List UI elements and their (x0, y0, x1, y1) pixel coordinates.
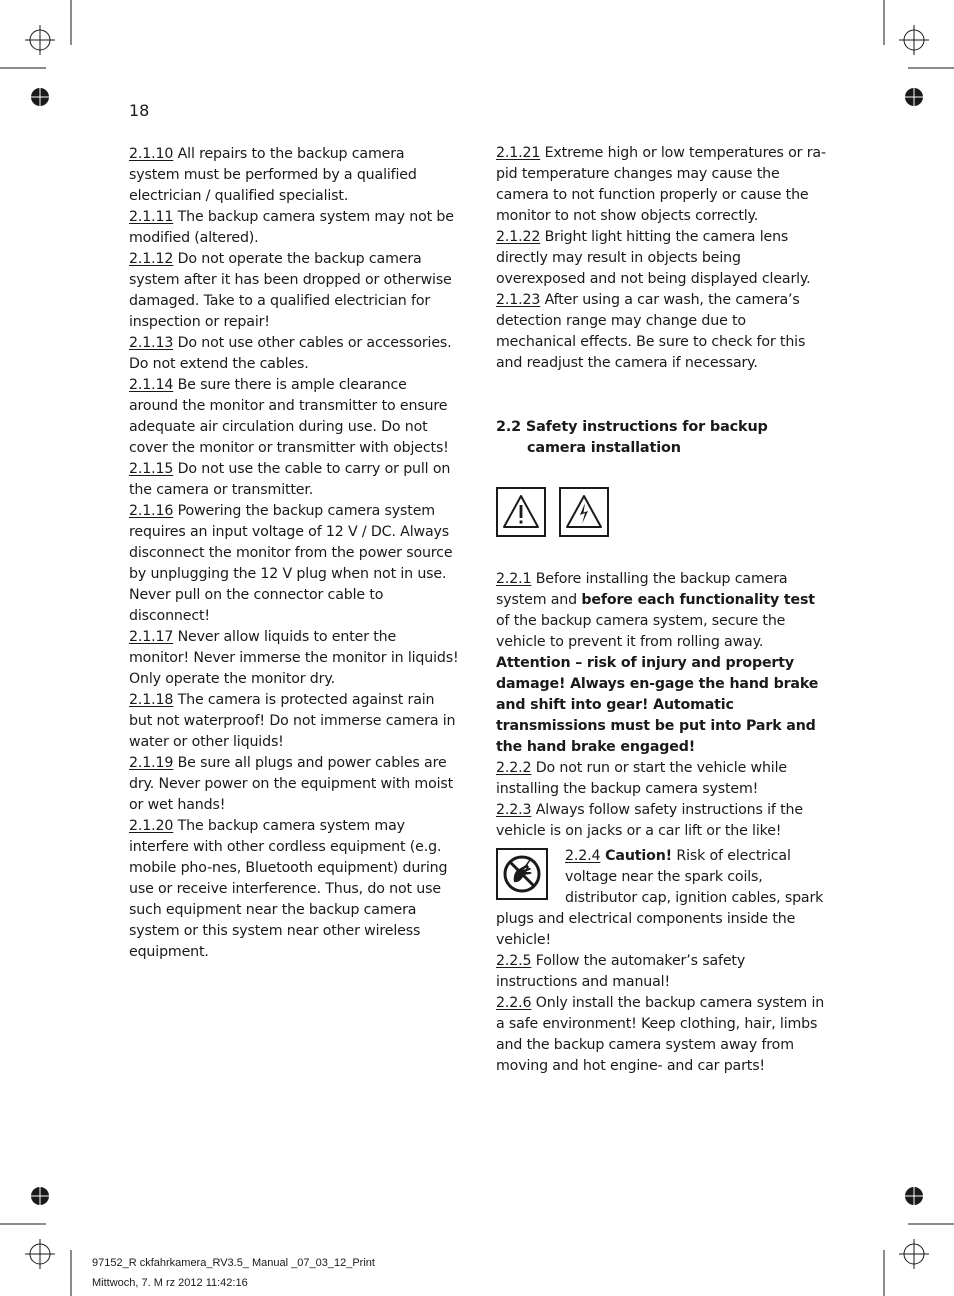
list-item: 2.2.5 Follow the automaker’s safety instructions and manual! (496, 953, 746, 990)
warning-icons (496, 487, 826, 537)
list-item: 2.1.12 Do not operate the backup camera system after it has been dropped or otherwise damaged. Take to a qualified electrician for inspection or repair! (129, 251, 452, 330)
list-item: 2.2.6 Only install the backup camera system in a safe environment! Keep clothing, hair, limbs and the backup camera system away from moving and hot engine- and car parts! (496, 995, 825, 1074)
list-item: 2.1.22 Bright light hitting the camera lens directly may result in objects being overexposed and not being displayed clearly. (496, 229, 811, 287)
page-number: 18 (129, 101, 150, 120)
right-column (496, 143, 826, 1077)
list-item: 2.2.1 Before installing the backup camera system and before each functionality test of the backup camera system, secure the vehicle to prevent it from rolling away. Attention – risk of injury and property damage! Always en-gage the hand brake and shift into gear! Automatic transmissions must be put into Park and the hand brake engaged! (496, 571, 819, 755)
list-item: 2.1.15 Do not use the cable to carry or pull on the camera or transmitter. (129, 461, 451, 498)
list-item: 2.1.17 Never allow liquids to enter the monitor! Never immerse the monitor in liquids! Only operate the monitor dry. (129, 629, 459, 687)
footer-line-2: Mittwoch, 7. M rz 2012 11:42:16 (92, 1277, 248, 1289)
list-item: 2.2.3 Always follow safety instructions if the vehicle is on jacks or a car lift or the like! (496, 802, 803, 839)
list-item: 2.1.13 Do not use other cables or accessories. Do not extend the cables. (129, 335, 452, 372)
list-item: 2.1.23 After using a car wash, the camera’s detection range may change due to mechanical effects. Be sure to check for this and readjust the camera if necessary. (496, 292, 806, 371)
list-item: 2.1.20 The backup camera system may interfere with other cordless equipment (e.g. mobile pho-nes, Bluetooth equipment) during use or receive interference. Thus, do not use such equipment near the backup camera system or this system near other wireless equipment. (129, 818, 448, 960)
warning-triangle-exclamation-icon (496, 487, 546, 537)
list-item: 2.1.21 Extreme high or low temperatures or ra-pid temperature changes may cause the camera to not function properly or cause the monitor to not show objects correctly. (496, 145, 826, 224)
list-item: 2.2.2 Do not run or start the vehicle while installing the backup camera system! (496, 760, 787, 797)
warning-triangle-electric-icon (559, 487, 609, 537)
no-touch-electric-icon (496, 848, 548, 900)
list-item: 2.1.16 Powering the backup camera system requires an input voltage of 12 V / DC. Always disconnect the monitor from the power source by unplugging the 12 V plug when not in use. Never pull on the connector cable to disconnect! (129, 503, 453, 624)
list-item: 2.1.18 The camera is protected against rain but not waterproof! Do not immerse camera in water or other liquids! (129, 692, 456, 750)
list-item: 2.1.14 Be sure there is ample clearance around the monitor and transmitter to ensure adequate air circulation during use. Do not cover the monitor or transmitter with objects! (129, 377, 449, 456)
list-item: 2.2.4 Caution! Risk of electrical voltage near the spark coils, distributor cap, ignition cables, spark plugs and electrical components inside the vehicle! (496, 848, 824, 948)
list-item: 2.1.19 Be sure all plugs and power cables are dry. Never power on the equipment with moist or wet hands! (129, 755, 454, 813)
left-column (129, 144, 459, 963)
section-heading: 2.2 Safety instructions for backup camera installation (496, 419, 768, 456)
list-item: 2.1.11 The backup camera system may not be modified (altered). (129, 209, 454, 246)
list-item: 2.1.10 All repairs to the backup camera system must be performed by a qualified electrician / qualified specialist. (129, 146, 417, 204)
footer-line-1: 97152_R ckfahrkamera_RV3.5_ Manual _07_03_12_Print (92, 1257, 375, 1269)
